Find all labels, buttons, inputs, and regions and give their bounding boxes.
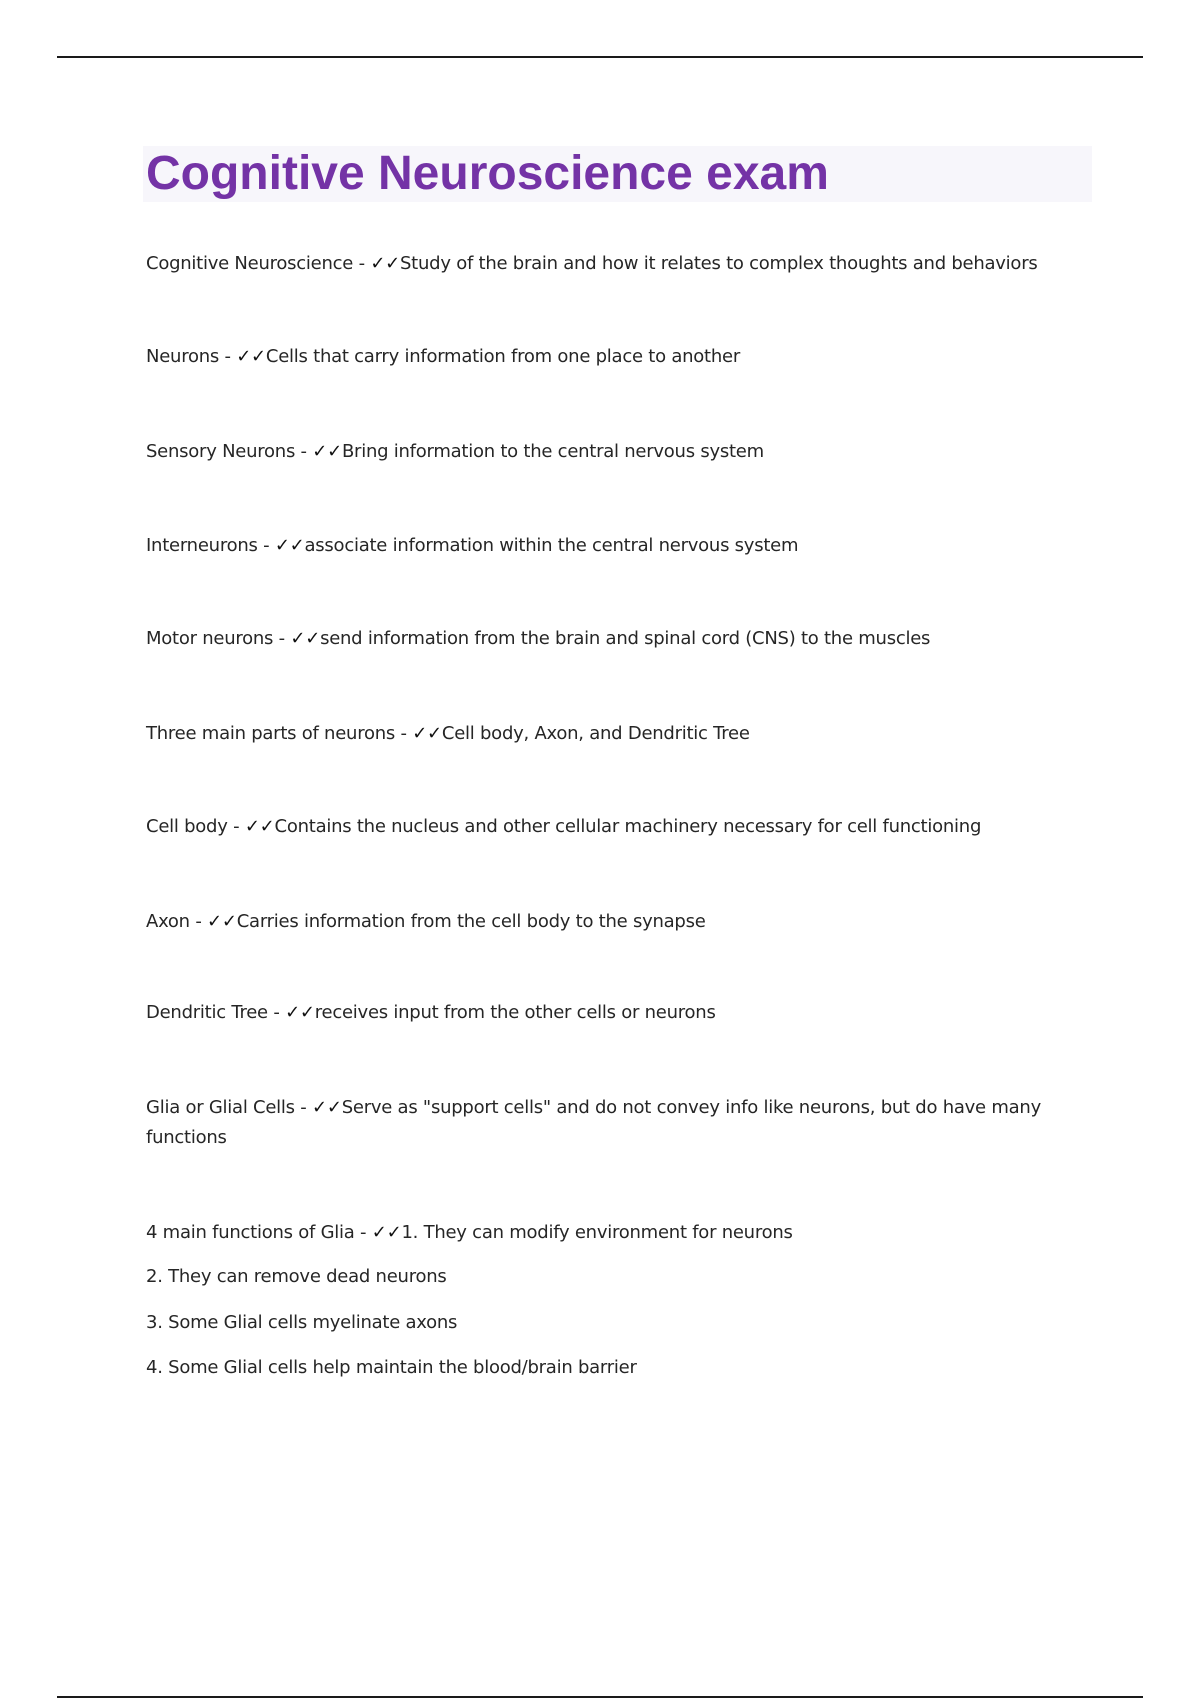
entry-separator: - [273, 628, 291, 649]
entry-definition: Cells that carry information from one place to another [265, 346, 740, 367]
entry-neurons [146, 342, 1096, 372]
entry-definition: 1. They can modify environment for neurons [401, 1222, 793, 1243]
double-check-icon: ✓✓ [412, 723, 442, 744]
entry-separator: - [395, 723, 413, 744]
entry-definition: Bring information to the central nervous system [341, 441, 764, 462]
entry-term: Neurons [146, 346, 220, 367]
page-title: Cognitive Neuroscience exam [146, 147, 829, 200]
entry-separator: - [257, 535, 275, 556]
entry-term: Cell body [146, 816, 228, 837]
entry-definition: Contains the nucleus and other cellular machinery necessary for cell functioning [274, 816, 982, 837]
entry-separator: - [353, 253, 371, 274]
entry-separator: - [294, 1097, 313, 1118]
entry-separator: - [267, 1002, 286, 1023]
entry-term: 4 main functions of Glia [146, 1222, 355, 1243]
entry-cell-body [146, 812, 1096, 842]
entry-definition: Serve as "support cells" and do not convey info like neurons, but do have many functions [146, 1097, 1041, 1148]
entry-separator: - [189, 911, 208, 932]
entry-term: Three main parts of neurons [146, 723, 396, 744]
entry-separator: - [295, 441, 313, 462]
entry-definition: associate information within the central nervous system [304, 535, 799, 556]
entry-term: Glia or Glial Cells [146, 1097, 295, 1118]
entry-separator: - [219, 346, 237, 367]
entry-glia [146, 1093, 1096, 1153]
glia-function-item: 3. Some Glial cells myelinate axons [146, 1312, 458, 1333]
double-check-icon: ✓✓ [236, 346, 266, 367]
entry-term: Interneurons [146, 535, 258, 556]
entry-separator: - [354, 1222, 372, 1243]
double-check-icon: ✓✓ [312, 441, 342, 462]
double-check-icon: ✓✓ [370, 253, 400, 274]
entry-term: Motor neurons [146, 628, 274, 649]
entry-term: Axon [146, 911, 190, 932]
entry-sensory-neurons [146, 437, 1096, 467]
footer-rule [57, 1696, 1143, 1698]
double-check-icon: ✓✓ [290, 628, 321, 649]
entry-term: Sensory Neurons [146, 441, 296, 462]
entry-separator: - [227, 816, 245, 837]
entry-three-main-parts [146, 719, 1096, 749]
double-check-icon: ✓✓ [371, 1222, 402, 1243]
double-check-icon: ✓✓ [312, 1097, 342, 1118]
glia-function-item: 4. Some Glial cells help maintain the blood/brain barrier [146, 1357, 637, 1378]
glia-function-item: 2. They can remove dead neurons [146, 1266, 447, 1287]
entry-axon [146, 907, 1096, 937]
double-check-icon: ✓✓ [274, 535, 305, 556]
entry-definition: Carries information from the cell body to the synapse [236, 911, 706, 932]
header-rule [57, 56, 1143, 58]
entry-definition: Cell body, Axon, and Dendritic Tree [441, 723, 750, 744]
double-check-icon: ✓✓ [207, 911, 237, 932]
double-check-icon: ✓✓ [244, 816, 275, 837]
entry-term: Cognitive Neuroscience [146, 253, 354, 274]
entry-definition: Study of the brain and how it relates to complex thoughts and behaviors [400, 253, 1038, 274]
double-check-icon: ✓✓ [285, 1002, 315, 1023]
entry-cognitive-neuroscience [146, 249, 1096, 279]
entry-motor-neurons [146, 624, 1096, 654]
entry-glia-functions [146, 1218, 1096, 1248]
entry-dendritic-tree [146, 998, 1096, 1028]
entry-interneurons [146, 531, 1096, 561]
entry-definition: receives input from the other cells or neurons [314, 1002, 716, 1023]
entry-term: Dendritic Tree [146, 1002, 268, 1023]
entry-definition: send information from the brain and spinal cord (CNS) to the muscles [320, 628, 931, 649]
